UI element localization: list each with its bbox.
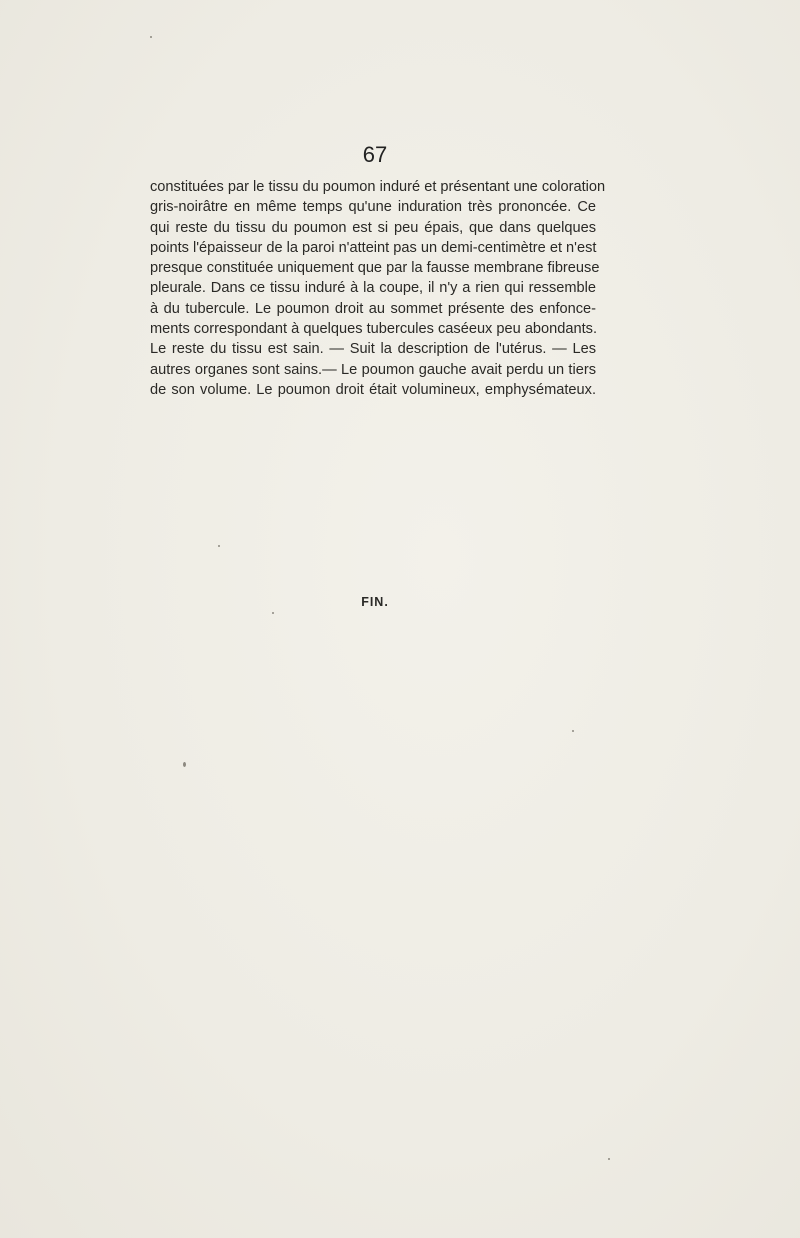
text-line: à du tubercule. Le poumon droit au sommet présente des enfonce- xyxy=(150,300,596,317)
page-number: 67 xyxy=(362,142,388,167)
text-line: Le reste du tissu est sain. — Suit la description de l'utérus. — Les xyxy=(150,341,596,358)
paper-speck xyxy=(183,762,186,767)
text-line: de son volume. Le poumon droit était volumineux, emphysémateux. xyxy=(150,381,596,398)
paper-speck xyxy=(218,545,220,547)
text-line: gris-noirâtre en même temps qu'une induration très prononcée. Ce xyxy=(150,199,596,216)
paper-speck xyxy=(572,730,574,732)
text-line: constituées par le tissu du poumon induré et présentant une coloration xyxy=(150,179,606,195)
text-line: ments correspondant à quelques tubercules caséeux peu abondants. xyxy=(150,321,598,338)
text-line: pleurale. Dans ce tissu induré à la coupe, il n'y a rien qui ressemble xyxy=(150,280,596,297)
text-line: presque constituée uniquement que par la fausse membrane fibreuse xyxy=(150,260,600,277)
paper-speck xyxy=(150,36,152,38)
paper-speck xyxy=(272,612,274,614)
end-mark: FIN. xyxy=(361,595,389,609)
text-line: autres organes sont sains.— Le poumon gauche avait perdu un tiers xyxy=(150,361,596,378)
text-line: points l'épaisseur de la paroi n'atteint pas un demi-centimètre et n'est xyxy=(150,239,597,256)
body-paragraph xyxy=(150,177,606,400)
paper-speck xyxy=(608,1158,610,1160)
text-line: qui reste du tissu du poumon est si peu épais, que dans quelques xyxy=(150,219,596,236)
